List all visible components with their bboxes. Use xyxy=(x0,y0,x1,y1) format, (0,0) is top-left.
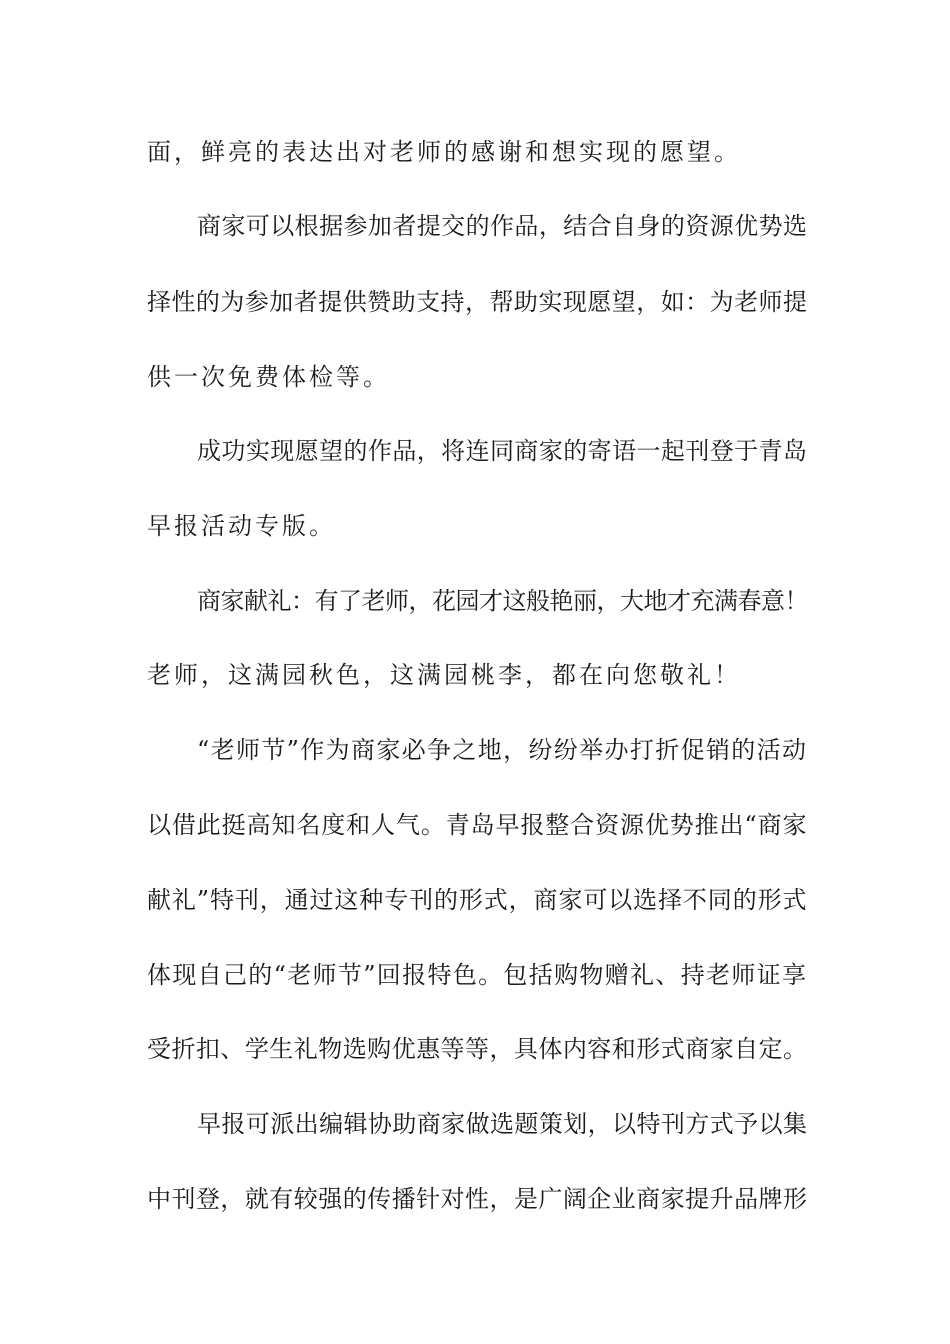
text-line: 择性的为参加者提供赞助支持，帮助实现愿望，如：为老师提 xyxy=(147,288,807,316)
text-line: 中刊登，就有较强的传播针对性，是广阔企业商家提升品牌形 xyxy=(147,1185,807,1213)
text-line: 受折扣、学生礼物选购优惠等等，具体内容和形式商家自定。 xyxy=(147,1035,807,1063)
text-line: 面，鲜亮的表达出对老师的感谢和想实现的愿望。 xyxy=(147,138,741,166)
paragraph-line: 商家可以根据参加者提交的作品，结合自身的资源优势选 xyxy=(197,212,807,240)
text-line: 献礼”特刊，通过这种专刊的形式，商家可以选择不同的形式 xyxy=(147,886,807,914)
text-line: 体现自己的“老师节”回报特色。包括购物赠礼、持老师证享 xyxy=(147,961,807,989)
text-line: 供一次免费体检等。 xyxy=(147,363,390,391)
paragraph-line: 成功实现愿望的作品，将连同商家的寄语一起刊登于青岛 xyxy=(197,437,807,465)
paragraph-line: 早报可派出编辑协助商家做选题策划，以特刊方式予以集 xyxy=(197,1110,807,1138)
text-line: 以借此挺高知名度和人气。青岛早报整合资源优势推出“商家 xyxy=(147,811,807,839)
text-line: 早报活动专版。 xyxy=(147,512,336,540)
paragraph-line: “老师节”作为商家必争之地，纷纷举办打折促销的活动 xyxy=(197,736,807,764)
text-line: 老师，这满园秋色，这满园桃李，都在向您敬礼！ xyxy=(147,661,741,689)
paragraph-line: 商家献礼：有了老师，花园才这般艳丽，大地才充满春意！ xyxy=(197,587,808,615)
